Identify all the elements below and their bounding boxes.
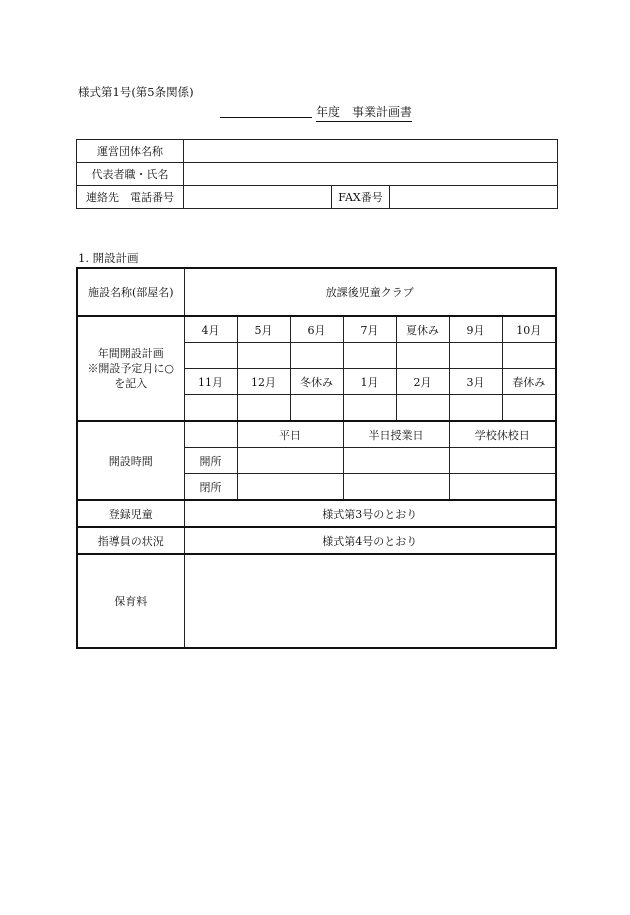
hours-column-header: 学校休校日	[449, 421, 556, 448]
staff-status-value: 様式第4号のとおり	[184, 527, 556, 554]
open-time-holiday[interactable]	[449, 448, 556, 474]
month-label: 1月	[343, 369, 396, 395]
fiscal-year-blank-line[interactable]	[220, 117, 312, 118]
hours-column-header: 平日	[237, 421, 343, 448]
month-label: 10月	[502, 316, 556, 343]
hours-corner-cell	[184, 421, 237, 448]
document-title: 年度 事業計画書	[316, 103, 412, 122]
organization-info-table	[76, 139, 558, 209]
facility-name-value: 放課後児童クラブ	[184, 268, 556, 316]
close-time-holiday[interactable]	[449, 474, 556, 501]
month-label: 夏休み	[396, 316, 449, 343]
childcare-fee-field[interactable]	[184, 554, 556, 648]
month-mark-cell[interactable]	[396, 395, 449, 422]
annual-plan-label-text: 年間開設計画 ※開設予定月に○ を記入	[87, 347, 175, 390]
hours-column-header: 半日授業日	[343, 421, 449, 448]
open-time-weekday[interactable]	[237, 448, 343, 474]
month-mark-cell[interactable]	[184, 343, 237, 369]
staff-status-label: 指導員の状況	[77, 527, 184, 554]
month-label: 6月	[290, 316, 343, 343]
fax-field[interactable]	[390, 186, 558, 209]
registered-children-label: 登録児童	[77, 500, 184, 527]
month-mark-cell[interactable]	[502, 395, 556, 422]
month-label: 冬休み	[290, 369, 343, 395]
month-label: 4月	[184, 316, 237, 343]
open-time-label: 開所	[184, 448, 237, 474]
month-label: 2月	[396, 369, 449, 395]
title-row	[220, 103, 420, 121]
month-mark-cell[interactable]	[343, 395, 396, 422]
form-reference: 様式第1号(第5条関係)	[78, 85, 194, 99]
open-time-halfday[interactable]	[343, 448, 449, 474]
section-title: 1. 開設計画	[78, 251, 139, 265]
opening-hours-label: 開設時間	[77, 421, 184, 500]
month-mark-cell[interactable]	[449, 343, 502, 369]
month-label: 3月	[449, 369, 502, 395]
phone-label: 連絡先 電話番号	[77, 186, 184, 209]
org-name-field[interactable]	[184, 140, 558, 163]
month-mark-cell[interactable]	[184, 395, 237, 422]
phone-field[interactable]	[184, 186, 332, 209]
facility-name-label: 施設名称(部屋名)	[77, 268, 184, 316]
org-name-label: 運営団体名称	[77, 140, 184, 163]
fax-label: FAX番号	[332, 186, 390, 209]
close-time-weekday[interactable]	[237, 474, 343, 501]
childcare-fee-label: 保育料	[77, 554, 184, 648]
annual-plan-label	[77, 316, 184, 421]
opening-plan-table	[76, 267, 557, 649]
month-mark-cell[interactable]	[290, 343, 343, 369]
month-mark-cell[interactable]	[396, 343, 449, 369]
month-label: 春休み	[502, 369, 556, 395]
month-label: 7月	[343, 316, 396, 343]
month-mark-cell[interactable]	[502, 343, 556, 369]
close-time-halfday[interactable]	[343, 474, 449, 501]
registered-children-value: 様式第3号のとおり	[184, 500, 556, 527]
month-mark-cell[interactable]	[290, 395, 343, 422]
month-mark-cell[interactable]	[237, 395, 290, 422]
close-time-label: 閉所	[184, 474, 237, 501]
month-label: 9月	[449, 316, 502, 343]
month-label: 12月	[237, 369, 290, 395]
month-label: 11月	[184, 369, 237, 395]
representative-label: 代表者職・氏名	[77, 163, 184, 186]
month-mark-cell[interactable]	[343, 343, 396, 369]
month-label: 5月	[237, 316, 290, 343]
representative-field[interactable]	[184, 163, 558, 186]
month-mark-cell[interactable]	[449, 395, 502, 422]
month-mark-cell[interactable]	[237, 343, 290, 369]
